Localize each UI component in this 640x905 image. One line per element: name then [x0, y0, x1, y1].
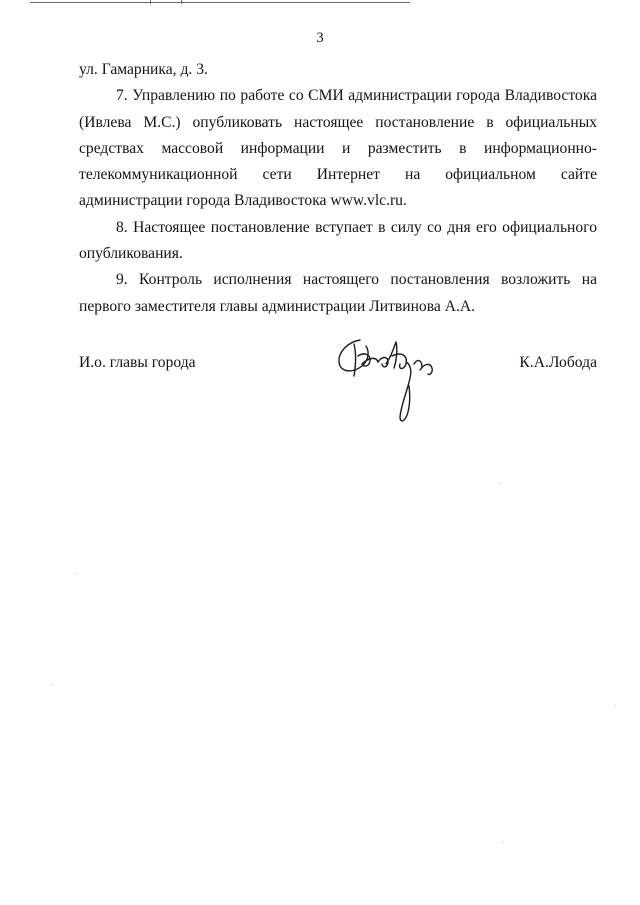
page-number: 3 [316, 30, 324, 46]
paragraph-item-9: 9. Контроль исполнения настоящего постановления возложить на первого заместителя главы администрации Литвинова А.А. [79, 271, 597, 315]
scan-speck [502, 842, 503, 843]
paragraph-item-7: 7. Управлению по работе со СМИ администрации города Владивостока (Ивлева М.С.) опубликовать настоящее постановление в официальных средствах массовой информации и разместить в информационно-телекоммуникационной сети Интернет на официальном сайте администрации города Владивостока www.vlc.ru. [79, 87, 597, 210]
paragraph-address-continuation: ул. Гамарника, д. 3. [79, 61, 208, 78]
paragraph-item-8: 8. Настоящее постановление вступает в силу со дня его официального опубликования. [79, 218, 597, 263]
scan-speck [52, 684, 53, 685]
page-scan-edge [30, 0, 410, 3]
handwritten-signature [334, 334, 440, 426]
scan-speck [74, 573, 75, 574]
document-body [79, 57, 597, 320]
scan-speck [500, 483, 501, 484]
signatory-position-title: И.о. главы города [79, 354, 196, 371]
scan-speck [615, 705, 616, 706]
signatory-name: К.А.Лобода [519, 354, 597, 371]
